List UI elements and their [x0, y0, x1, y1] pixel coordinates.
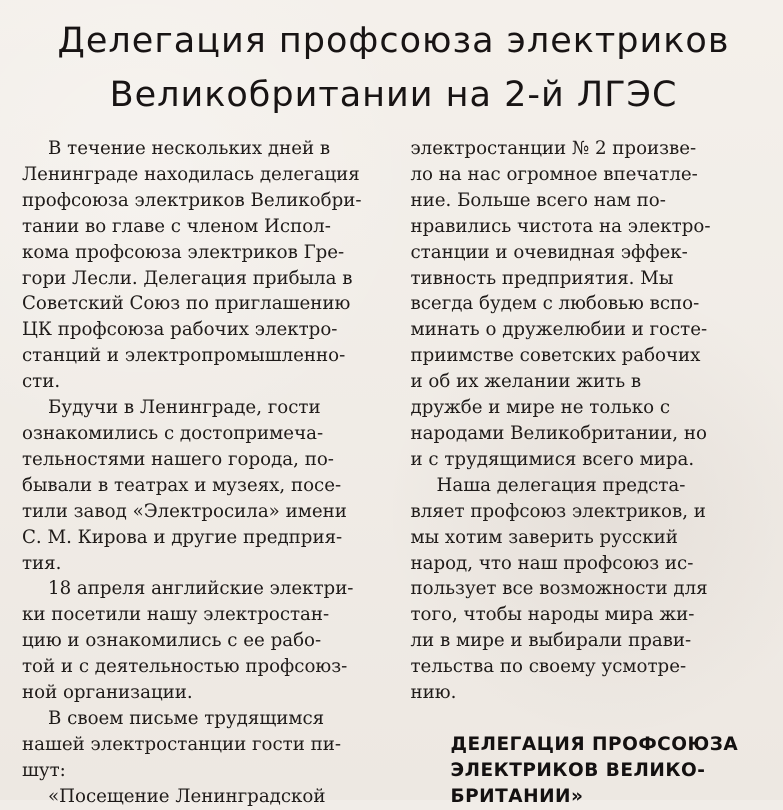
headline-line-1: Делегация профсоюза электриков: [57, 21, 730, 61]
left-paragraph-5: «Посещение Ленинградской: [48, 785, 326, 807]
left-paragraph-3: 18 апреля английские электри- ки посетили нашу электростан- цию и ознакомились с ее рабо- той и с деятельностью профсоюз- ной организации.: [22, 578, 354, 704]
left-paragraph-4: В своем письме трудящимся нашей электростанции гости пи- шут:: [22, 707, 342, 781]
left-paragraph-1: В течение нескольких дней в Ленинграде находилась делегация профсоюза электриков Великобри- тании во главе с членом Испол- кома профсоюза электриков Гре- гори Лесли. Делегация прибыла в Советский Союз по приглашению ЦК профсоюза рабочих электро- станций и электропромышленно- сти.: [22, 138, 362, 393]
right-paragraph-2: Наша делегация предста- вляет профсоюз электриков, и мы хотим заверить русский народ, что наш профсоюз ис- пользует все возможности для того, чтобы народы мира жи- ли в мире и выбирали прави- тельства по своему усмотре- нию.: [410, 474, 708, 704]
article-columns: [22, 136, 765, 810]
delegation-signature: ДЕЛЕГАЦИЯ ПРОФСОЮЗА ЭЛЕКТРИКОВ ВЕЛИКО- БРИТАНИИ»: [450, 733, 739, 807]
article-headline: [22, 14, 765, 122]
left-column: [22, 136, 377, 810]
left-paragraph-2: Будучи в Ленинграде, гости ознакомились с достопримеча- тельностями нашего города, по- бывали в театрах и музеях, посе- тили завод «Электросила» имени С. М. Кирова и другие предприя- тия.: [22, 397, 347, 574]
headline-line-2: Великобритании на 2-й ЛГЭС: [109, 75, 678, 115]
right-column: [411, 136, 766, 810]
right-paragraph-1: электростанции № 2 произве- ло на нас огромное впечатле- ние. Больше всего нам по- нравились чистота на электро- станции и очевидная эффек- тивность предприятия. Мы всегда будем с любовью вспо- минать о дружелюбии и госте- приимстве советских рабочих и об их желании жить в дружбе и мире не только с народами Великобритании, но и с трудящимися всего мира.: [410, 138, 711, 470]
